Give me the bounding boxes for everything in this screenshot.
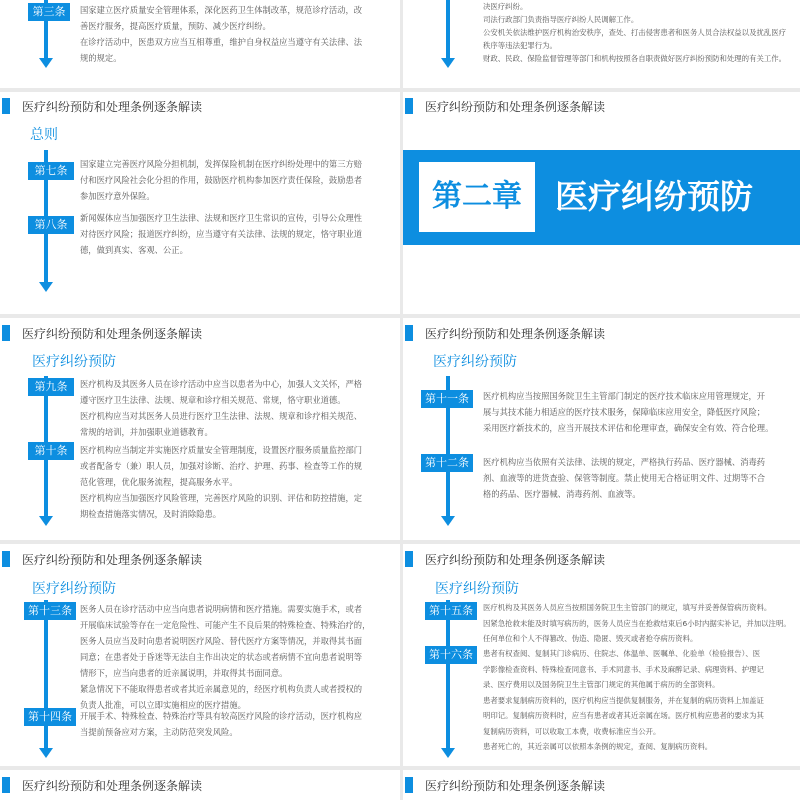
header-title: 医疗纠纷预防和处理条例逐条解读 bbox=[425, 778, 606, 793]
text-line: 财政、民政、保险监督管理等部门和机构按照各自职责做好医疗纠纷预防和处理的有关工作。 bbox=[483, 54, 787, 63]
slide-articles-7-8 bbox=[0, 92, 400, 314]
timeline-arrow bbox=[39, 748, 53, 758]
header-title: 医疗纠纷预防和处理条例逐条解读 bbox=[425, 99, 606, 114]
header-title: 医疗纠纷预防和处理条例逐条解读 bbox=[22, 326, 203, 341]
text-line: 范化管理，优化服务流程，提高服务水平。 bbox=[80, 477, 238, 487]
article-tag: 第十一条 bbox=[421, 390, 473, 408]
slide-article-3 bbox=[0, 0, 400, 88]
text-line: 德，做到真实、客观、公正。 bbox=[80, 245, 188, 255]
article-tag: 第八条 bbox=[28, 216, 74, 234]
article-tag: 第十三条 bbox=[24, 602, 76, 620]
article-text bbox=[483, 646, 795, 755]
text-line: 负责人批准，可以立即实施相应的医疗措施。 bbox=[80, 700, 246, 710]
text-line: 国家建立医疗质量安全管理体系，深化医药卫生体制改革，规范诊疗活动，改 bbox=[80, 5, 363, 15]
text-line: 医疗机构应当制定并实施医疗质量安全管理制度，设置医疗服务质量监控部门 bbox=[80, 445, 363, 455]
text-line: 医疗机构应当依照有关法律、法规的规定，严格执行药品、医疗器械、消毒药 bbox=[483, 457, 766, 467]
text-line: 录、医疗费用以及国务院卫生主管部门规定的其他属于病历的全部资料。 bbox=[483, 680, 720, 689]
text-line: 同意；在患者处于昏迷等无法自主作出决定的状态或者病情不宜向患者说明等 bbox=[80, 652, 363, 662]
text-line: 常规的培训，并加强职业道德教育。 bbox=[80, 427, 213, 437]
article-text bbox=[80, 601, 395, 713]
slide-articles-11-12 bbox=[403, 318, 800, 540]
section-subtitle: 医疗纠纷预防 bbox=[32, 354, 116, 370]
text-line: 因紧急抢救未能及时填写病历的，医务人员应当在抢救结束后6小时内据实补记，并加以注明。 bbox=[483, 618, 791, 628]
text-line: 对待医疗风险；报道医疗纠纷，应当遵守有关法律、法规的规定，恪守职业道 bbox=[80, 229, 363, 239]
text-line: 司法行政部门负责指导医疗纠纷人民调解工作。 bbox=[483, 15, 639, 24]
text-line: 开展手术、特殊检查、特殊治疗等具有较高医疗风险的诊疗活动，医疗机构应 bbox=[80, 711, 363, 721]
timeline-arrow bbox=[441, 748, 455, 758]
article-tag: 第十条 bbox=[28, 442, 74, 460]
text-line: 公安机关依法维护医疗机构治安秩序，查处、打击侵害患者和医务人员合法权益以及扰乱医疗 bbox=[483, 28, 787, 37]
text-line: 新闻媒体应当加强医疗卫生法律、法规和医疗卫生常识的宣传，引导公众理性 bbox=[80, 213, 363, 223]
article-text bbox=[80, 210, 395, 258]
header-title: 医疗纠纷预防和处理条例逐条解读 bbox=[425, 552, 606, 567]
timeline-arrow bbox=[39, 282, 53, 292]
slide-article-6-end bbox=[403, 0, 800, 88]
text-line: 学影像检查资料、特殊检查同意书、手术同意书、手术及麻醉记录、病理资料、护理记 bbox=[483, 664, 764, 674]
text-line: 格的药品、医疗器械、消毒药剂、血液等。 bbox=[483, 489, 641, 499]
article-tag: 第九条 bbox=[28, 378, 74, 396]
slide-partial-bottom-left bbox=[0, 770, 400, 800]
article-tag: 第十四条 bbox=[24, 708, 76, 726]
text-line: 医疗机构及其医务人员应当按照国务院卫生主管部门的规定，填写并妥善保管病历资料。 bbox=[483, 603, 772, 612]
slide-header bbox=[403, 95, 605, 117]
slide-chapter-2 bbox=[403, 92, 800, 314]
text-line: 或者配备专（兼）职人员，加强对诊断、治疗、护理、药事、检查等工作的规 bbox=[80, 461, 363, 471]
text-line: 国家建立完善医疗风险分担机制，发挥保险机制在医疗纠纷处理中的第三方赔 bbox=[80, 159, 363, 169]
timeline-arrow bbox=[39, 58, 53, 68]
section-subtitle: 医疗纠纷预防 bbox=[435, 581, 519, 597]
text-line: 期检查措施落实情况，及时消除隐患。 bbox=[80, 509, 222, 519]
text-line: 医务人员在诊疗活动中应当向患者说明病情和医疗措施。需要实施手术，或者 bbox=[80, 604, 363, 614]
chapter-band bbox=[403, 150, 800, 245]
slide-header bbox=[0, 322, 202, 344]
text-line: 医疗机构应当对其医务人员进行医疗卫生法律、法规、规章和诊疗相关规范、 bbox=[80, 411, 363, 421]
article-text bbox=[483, 0, 795, 65]
timeline-line bbox=[446, 0, 450, 58]
text-line: 展与其技术能力相适应的医疗技术服务，保障临床应用安全，降低医疗风险； bbox=[483, 407, 766, 417]
text-line: 善医疗服务，提高医疗质量，预防、减少医疗纠纷。 bbox=[80, 21, 271, 31]
header-title: 医疗纠纷预防和处理条例逐条解读 bbox=[22, 778, 203, 793]
slide-articles-9-10 bbox=[0, 318, 400, 540]
header-title: 医疗纠纷预防和处理条例逐条解读 bbox=[425, 326, 606, 341]
text-line: 采用医疗新技术的，应当开展技术评估和伦理审查，确保安全有效、符合伦理。 bbox=[483, 423, 774, 433]
text-line: 患者死亡的，其近亲属可以依照本条例的规定，查阅、复制病历资料。 bbox=[483, 742, 713, 751]
timeline-arrow bbox=[441, 516, 455, 526]
slide-header bbox=[0, 774, 202, 796]
text-line: 紧急情况下不能取得患者或者其近亲属意见的，经医疗机构负责人或者授权的 bbox=[80, 684, 363, 694]
article-tag: 第十五条 bbox=[425, 602, 477, 620]
text-line: 医疗机构应当加强医疗风险管理，完善医疗风险的识别、评估和防控措施，定 bbox=[80, 493, 363, 503]
section-subtitle: 总则 bbox=[30, 127, 58, 143]
chapter-title: 医疗纠纷预防 bbox=[555, 177, 753, 216]
text-line: 医疗机构应当按照国务院卫生主管部门制定的医疗技术临床应用管理规定，开 bbox=[483, 391, 766, 401]
text-line: 医务人员应当及时向患者说明医疗风险、替代医疗方案等情况，并取得其书面 bbox=[80, 636, 363, 646]
text-line: 复制病历资料，可以收取工本费，收费标准应当公开。 bbox=[483, 726, 661, 736]
article-tag: 第三条 bbox=[28, 3, 70, 21]
text-line: 剂、血液等的进货查验、保管等制度。禁止使用无合格证明文件、过期等不合 bbox=[483, 473, 766, 483]
text-line: 开展临床试验等存在一定危险性、可能产生不良后果的特殊检查、特殊治疗的， bbox=[80, 620, 371, 630]
article-tag: 第十二条 bbox=[421, 454, 473, 472]
article-text bbox=[80, 708, 395, 740]
article-text bbox=[483, 454, 795, 502]
section-subtitle: 医疗纠纷预防 bbox=[32, 581, 116, 597]
text-line: 患者要求复制病历资料的，医疗机构应当提供复制服务，并在复制的病历资料上加盖证 bbox=[483, 695, 764, 705]
article-text bbox=[483, 388, 795, 436]
text-line: 遵守医疗卫生法律、法规、规章和诊疗相关规范、常规，恪守职业道德。 bbox=[80, 395, 346, 405]
chapter-number: 第二章 bbox=[419, 162, 535, 232]
text-line: 付和医疗风险社会化分担的作用，鼓励医疗机构参加医疗责任保险，鼓励患者 bbox=[80, 175, 363, 185]
text-line: 决医疗纠纷。 bbox=[483, 2, 528, 11]
slide-articles-13-14 bbox=[0, 544, 400, 766]
slide-header bbox=[0, 548, 202, 570]
slide-header bbox=[403, 774, 605, 796]
text-line: 任何单位和个人不得篡改、伪造、隐匿、毁灭或者抢夺病历资料。 bbox=[483, 634, 698, 643]
text-line: 当提前预备应对方案，主动防范突发风险。 bbox=[80, 727, 238, 737]
text-line: 医疗机构及其医务人员在诊疗活动中应当以患者为中心，加强人文关怀，严格 bbox=[80, 379, 363, 389]
text-line: 规的规定。 bbox=[80, 53, 122, 63]
slide-header bbox=[403, 548, 605, 570]
slide-header bbox=[0, 95, 202, 117]
timeline-line bbox=[446, 600, 450, 748]
text-line: 情形下，应当向患者的近亲属说明，并取得其书面同意。 bbox=[80, 668, 288, 678]
article-text bbox=[80, 442, 395, 522]
slide-header bbox=[403, 322, 605, 344]
text-line: 参加医疗意外保险。 bbox=[80, 191, 155, 201]
slide-articles-15-16 bbox=[403, 544, 800, 766]
article-tag: 第七条 bbox=[28, 162, 74, 180]
text-line: 明印记。复制病历资料时，应当有患者或者其近亲属在场。医疗机构应患者的要求为其 bbox=[483, 711, 764, 720]
slide-partial-bottom-right bbox=[403, 770, 800, 800]
header-title: 医疗纠纷预防和处理条例逐条解读 bbox=[22, 99, 203, 114]
article-text bbox=[80, 2, 395, 66]
text-line: 患者有权查阅、复制其门诊病历、住院志、体温单、医嘱单、化验单（检验报告）、医 bbox=[483, 649, 761, 658]
article-text bbox=[80, 156, 395, 204]
timeline-arrow bbox=[39, 516, 53, 526]
article-text bbox=[483, 600, 795, 647]
timeline-arrow bbox=[441, 58, 455, 68]
article-text bbox=[80, 376, 395, 440]
text-line: 秩序等违法犯罪行为。 bbox=[483, 41, 557, 50]
text-line: 在诊疗活动中，医患双方应当互相尊重，维护自身权益应当遵守有关法律、法 bbox=[80, 37, 363, 47]
section-subtitle: 医疗纠纷预防 bbox=[433, 354, 517, 370]
article-tag: 第十六条 bbox=[425, 646, 477, 664]
header-title: 医疗纠纷预防和处理条例逐条解读 bbox=[22, 552, 203, 567]
